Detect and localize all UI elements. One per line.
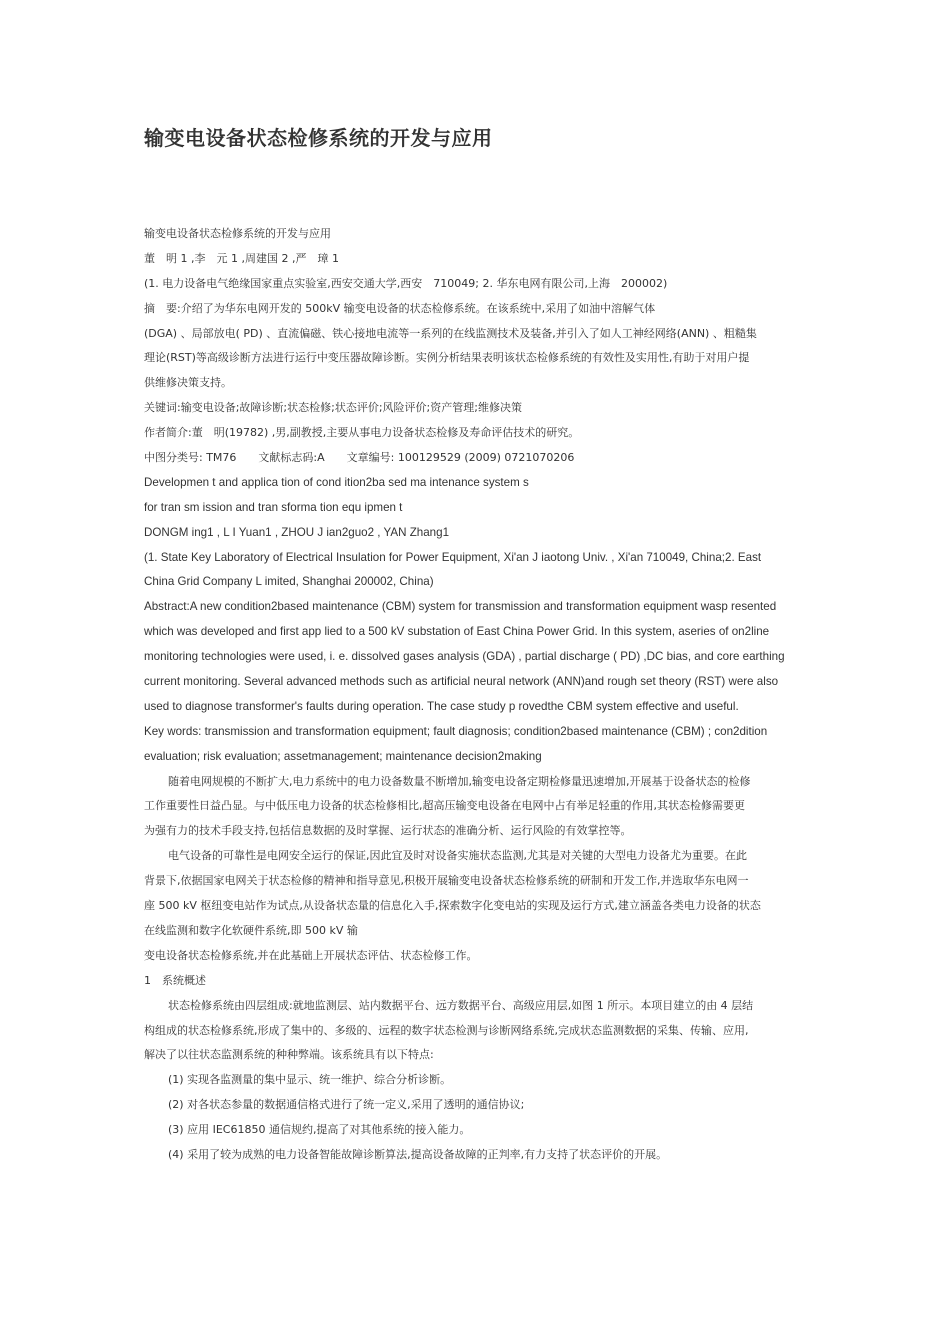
body-paragraph-line: 变电设备状态检修系统,并在此基础上开展状态评估、状态检修工作。 xyxy=(144,948,478,962)
abstract-cn-line: 理论(RST)等高级诊断方法进行运行中变压器故障诊断。实例分析结果表明该状态检修系统的有效性及实用性,有助于对用户提 xyxy=(144,351,750,365)
paper-title-line: 输变电设备状态检修系统的开发与应用 xyxy=(144,227,331,240)
body-paragraph-line: 工作重要性日益凸显。与中低压电力设备的状态检修相比,超高压输变电设备在电网中占有举足轻重的作用,其状态检修需要更 xyxy=(144,799,745,813)
english-title-line: for tran sm ission and tran sforma tion equ ipmen t xyxy=(144,500,403,514)
english-affiliations-line: China Grid Company L imited, Shanghai 200002, China) xyxy=(144,575,434,589)
keywords-en-line: Key words: transmission and transformation equipment; fault diagnosis; condition2based maintenance (CBM) ; con2dition xyxy=(144,724,768,738)
abstract-en-line: which was developed and first app lied to a 500 kV substation of East China Power Grid. In this system, aseries of on2line xyxy=(144,625,770,639)
document-title: 输变电设备状态检修系统的开发与应用 xyxy=(144,126,493,150)
body-paragraph-line: 解决了以往状态监测系统的种种弊端。该系统具有以下特点: xyxy=(144,1048,434,1062)
english-authors-line: DONGM ing1 , L I Yuan1 , ZHOU J ian2guo2 , YAN Zhang1 xyxy=(144,525,450,539)
feature-list-item: (3) 应用 IEC61850 通信规约,提高了对其他系统的接入能力。 xyxy=(168,1123,471,1137)
section-heading: 1 系统概述 xyxy=(144,973,206,987)
authors-line: 董 明 1 ,李 元 1 ,周建国 2 ,严 璋 1 xyxy=(144,251,339,265)
body-paragraph-line: 为强有力的技术手段支持,包括信息数据的及时掌握、运行状态的准确分析、运行风险的有效掌控等。 xyxy=(144,824,632,838)
keywords-en-line: evaluation; risk evaluation; assetmanagement; maintenance decision2making xyxy=(144,749,542,763)
body-paragraph-line: 座 500 kV 枢纽变电站作为试点,从设备状态量的信息化入手,探索数字化变电站的实现及运行方式,建立涵盖各类电力设备的状态 xyxy=(144,899,761,913)
abstract-cn-line: (DGA) 、局部放电( PD) 、直流偏磁、铁心接地电流等一系列的在线监测技术及装备,并引入了如人工神经网络(ANN) 、粗糙集 xyxy=(144,326,757,340)
feature-list-item: (4) 采用了较为成熟的电力设备智能故障诊断算法,提高设备故障的正判率,有力支持了状态评价的开展。 xyxy=(168,1147,668,1161)
english-affiliations-line: (1. State Key Laboratory of Electrical Insulation for Power Equipment, Xi'an J iaotong Univ. , Xi'an 710049, China;2. East xyxy=(144,550,762,564)
classification-line: 中图分类号: TM76 文献标志码:A 文章编号: 100129529 (2009) 0721070206 xyxy=(144,451,575,465)
feature-list-item: (1) 实现各监测量的集中显示、统一维护、综合分析诊断。 xyxy=(168,1073,452,1087)
english-title-line: Developmen t and applica tion of cond ition2ba sed ma intenance system s xyxy=(144,475,529,489)
body-paragraph-line: 随着电网规模的不断扩大,电力系统中的电力设备数量不断增加,输变电设备定期检修量迅速增加,开展基于设备状态的检修 xyxy=(168,774,751,788)
body-paragraph-line: 状态检修系统由四层组成:就地监测层、站内数据平台、远方数据平台、高级应用层,如图 1 所示。本项目建立的由 4 层结 xyxy=(168,998,754,1012)
keywords-cn-line: 关键词:输变电设备;故障诊断;状态检修;状态评价;风险评价;资产管理;维修决策 xyxy=(144,401,522,415)
abstract-cn-line: 摘 要:介绍了为华东电网开发的 500kV 输变电设备的状态检修系统。在该系统中,采用了如油中溶解气体 xyxy=(144,301,656,315)
abstract-en-line: current monitoring. Several advanced methods such as artificial neural network (ANN)and rough set theory (RST) were also xyxy=(144,675,779,689)
abstract-en-line: Abstract:A new condition2based maintenance (CBM) system for transmission and transformation equipment wasp resented xyxy=(144,600,777,614)
feature-list-item: (2) 对各状态参量的数据通信格式进行了统一定义,采用了透明的通信协议; xyxy=(168,1098,525,1112)
document-body xyxy=(144,222,812,1168)
body-paragraph-line: 背景下,依据国家电网关于状态检修的精神和指导意见,积极开展输变电设备状态检修系统的研制和开发工作,并选取华东电网一 xyxy=(144,874,749,888)
body-paragraph-line: 构组成的状态检修系统,形成了集中的、多级的、远程的数字状态检测与诊断网络系统,完成状态监测数据的采集、传输、应用, xyxy=(144,1023,749,1037)
body-paragraph-line: 在线监测和数字化软硬件系统,即 500 kV 输 xyxy=(144,923,358,937)
abstract-en-line: monitoring technologies were used, i. e. dissolved gases analysis (GDA) , partial discharge ( PD) ,DC bias, and core earthing xyxy=(144,650,785,664)
abstract-en-line: used to diagnose transformer's faults during operation. The case study p rovedthe CBM system effective and useful. xyxy=(144,699,739,713)
abstract-cn-line: 供维修决策支持。 xyxy=(144,376,232,390)
author-bio-line: 作者简介:董 明(19782) ,男,副教授,主要从事电力设备状态检修及寿命评估技术的研究。 xyxy=(144,426,580,440)
affiliations-line: (1. 电力设备电气绝缘国家重点实验室,西安交通大学,西安 710049; 2. 华东电网有限公司,上海 200002) xyxy=(144,276,668,290)
body-paragraph-line: 电气设备的可靠性是电网安全运行的保证,因此宜及时对设备实施状态监测,尤其是对关键的大型电力设备尤为重要。在此 xyxy=(168,849,747,863)
